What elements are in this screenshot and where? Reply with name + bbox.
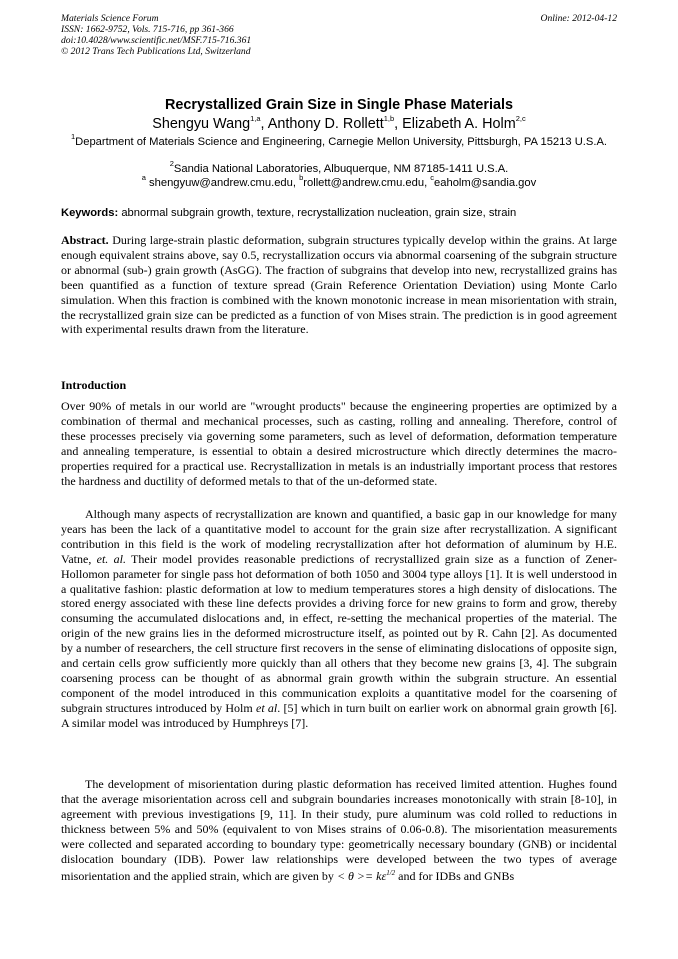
online-date: Online: 2012-04-12 bbox=[540, 13, 617, 24]
section-heading: Introduction bbox=[61, 378, 127, 392]
email-link[interactable]: rollett@andrew.cmu.edu, bbox=[303, 177, 428, 189]
issn-line: ISSN: 1662-9752, Vols. 715-716, pp 361-366 bbox=[61, 24, 234, 35]
author-name: Elizabeth A. Holm bbox=[402, 116, 516, 132]
paper-title: Recrystallized Grain Size in Single Phase Materials bbox=[165, 97, 513, 113]
affiliation-superscript: 1 bbox=[70, 132, 76, 142]
affiliation-text: Sandia National Laboratories, Albuquerque, NM 87185-1411 U.S.A. bbox=[173, 163, 509, 175]
paragraph: Over 90% of metals in our world are "wrought products" because the engineering properties are optimized by a combination of thermal and mechanical processes, such as casting, rolling and annealing. Therefore, control of these processes precisely via governing some parameters, such as level of deformation, deformation temperature and annealing temperature, is essential to obtain a desired microstructure which directly determines the macro-properties required for a practical use. Recrystallization in metals is an industrially important process that restores the hardness and ductility of deformed metals to that of the un-deformed state. bbox=[61, 399, 617, 488]
affiliation-2 bbox=[64, 159, 614, 177]
abstract-label: Abstract. bbox=[61, 233, 109, 247]
abstract bbox=[61, 233, 617, 337]
paragraph-text: The development of misorientation during plastic deformation has received limited attention. Hughes found that the average misorientation across cell and subgrain boundaries increases monotonically with strain [8-10], in agreement with previous investigations [9, 11]. In their study, pure aluminum was cold rolled to reductions in thickness between 5% and 50% (equivalent to von Mises strains of 0.06-0.8). The misorientation measurements were collected and separated according to boundary type: geometrically necessary boundary (GNB) or incidental dislocation boundary (IDB). Power law relationships were developed between the two types of average misorientation and the applied strain, which are given by bbox=[61, 777, 617, 884]
email-superscript: c bbox=[430, 173, 435, 183]
paragraph-text: . [5] which in turn built on earlier work on abnormal grain growth [6]. A similar model was introduced by Humphreys [7]. bbox=[61, 700, 618, 730]
equation-exponent: 1/2 bbox=[386, 869, 396, 878]
email-superscript: a bbox=[141, 173, 146, 183]
doi-line: doi:10.4028/www.scientific.net/MSF.715-716.361 bbox=[61, 35, 252, 46]
author-superscript: 1,a bbox=[250, 114, 261, 124]
paragraph-text: Their model provides reasonable predictions of recrystallized grain size as a function of Zener-Hollomon parameter for single pass hot deformation of both 1050 and 3004 type alloys [1]. It is well understood in a qualitative fashion: plastic deformation at low to medium temperatures stores a high density of dislocations. The stored energy associated with these line defects provides a driving force for new grains to form and grow, thereby consuming the accumulated dislocations and, in effect, re-setting the mechanical properties of the material. The origin of the new grains lies in the deformed microstructure itself, as pointed out by R. Cahn [2]. As documented by a number of researchers, the cell structure first recovers in the sense of eliminating dislocations of opposite sign, and certain cells grow sufficiently more quickly than all others that they become new grains [3, 4]. The subgrain coarsening process can be thought of as abnormal grain growth within the subgrain structure. An essential component of the model introduced in this communication exploits a quantitative model for the coarsening of subgrain structures introduced by Holm bbox=[61, 551, 617, 715]
email-superscript: b bbox=[299, 173, 304, 183]
keywords bbox=[61, 207, 617, 220]
affiliation-text: Department of Materials Science and Engineering, Carnegie Mellon University, Pittsburgh, PA 15213 U.S.A. bbox=[75, 136, 608, 148]
inline-equation bbox=[337, 869, 395, 883]
abstract-text: During large-strain plastic deformation, subgrain structures typically develop within the grains. At large enough equivalent strains above, say 0.5, recrystallization occurs via abnormal coarsening of the subgrain structure or abnormal (sub-) grain growth (AsGG). The fraction of subgrains that develop into new, recrystallized grains has been quantified as a function of texture spread (Grain Reference Orientation Deviation) using Monte Carlo simulation. When this fraction is combined with the known monotonic increase in mean misorientation with strain, the recrystallized grain size can be predicted as a function of von Mises strain. The prediction is in good agreement with experimental results drawn from the literature. bbox=[61, 233, 617, 337]
paragraph-text: Although many aspects of recrystallization are known and quantified, a basic gap in our knowledge for many years has been the lack of a quantitative model to account for the grain size after recrystallization. A significant contribution in this field is the work of modeling recrystallization after hot deformation of aluminum by H.E. Vatne, bbox=[61, 507, 617, 566]
paragraph bbox=[61, 507, 617, 731]
email-link[interactable]: eaholm@sandia.gov bbox=[434, 177, 537, 189]
paragraph-text: and for IDBs and GNBs bbox=[398, 869, 515, 884]
author-superscript: 2,c bbox=[515, 114, 526, 124]
keywords-label: Keywords: bbox=[61, 207, 119, 219]
journal-header bbox=[61, 13, 617, 57]
italic-text: et al bbox=[256, 700, 278, 715]
journal-name: Materials Science Forum bbox=[61, 13, 159, 24]
email-line bbox=[64, 173, 614, 191]
italic-text: et. al. bbox=[96, 551, 126, 566]
author-list: Shengyu Wang$^{1,a}$, Anthony D. Rollett$^{1,b}$, Elizabeth A. Holm$^{2,c}$ bbox=[152, 114, 526, 132]
author-name: Anthony D. Rollett bbox=[267, 116, 384, 132]
author-name: Shengyu Wang bbox=[152, 116, 251, 132]
affiliation-1 bbox=[64, 132, 614, 150]
equation-text: < θ >= kε bbox=[336, 869, 387, 884]
paragraph bbox=[61, 777, 617, 884]
affiliation-superscript: 2 bbox=[169, 159, 174, 169]
author-superscript: 1,b bbox=[383, 114, 395, 124]
email-link[interactable]: shengyuw@andrew.cmu.edu, bbox=[149, 177, 296, 189]
keywords-text: abnormal subgrain growth, texture, recrystallization nucleation, grain size, strain bbox=[121, 207, 517, 219]
copyright-line: © 2012 Trans Tech Publications Ltd, Switzerland bbox=[61, 46, 251, 57]
